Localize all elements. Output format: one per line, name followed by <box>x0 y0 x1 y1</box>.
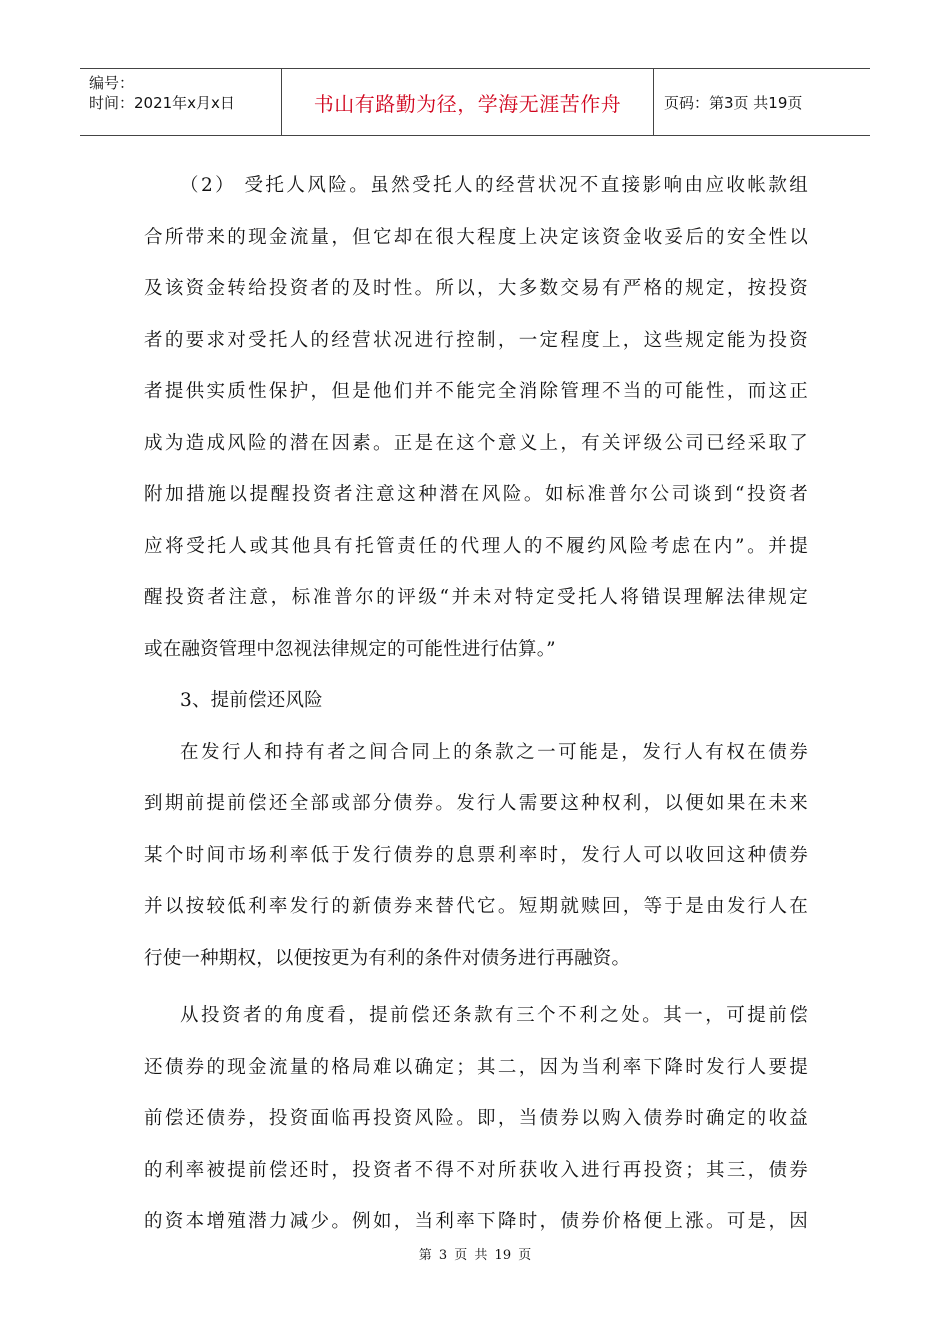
paragraph-line: 行使一种期权，以便按更为有利的条件对债务进行再融资。 <box>144 947 631 969</box>
paragraph-line: 醒投资者注意，标准普尔的评级“并未对特定受托人将错误理解法律规定 <box>144 587 808 608</box>
paragraph-line: 成为造成风险的潜在因素。正是在这个意义上，有关评级公司已经采取了 <box>144 432 808 454</box>
page-footer: 第 3 页 共 19 页 <box>418 1248 532 1263</box>
paragraph <box>144 727 808 985</box>
paragraph-line: 从投资者的角度看，提前偿还条款有三个不利之处。其一，可提前偿 <box>180 1005 808 1026</box>
paragraph-line: 应将受托人或其他具有托管责任的代理人的不履约风险考虑在内”。并提 <box>144 535 808 557</box>
header-motto: 书山有路勤为径，学海无涯苦作舟 <box>282 69 654 135</box>
document-body <box>144 160 808 1248</box>
paragraph <box>144 160 808 675</box>
paragraph-line: 还债券的现金流量的格局难以确定；其二，因为当利率下降时发行人要提 <box>144 1056 808 1078</box>
paragraph-line: 或在融资管理中忽视法律规定的可能性进行估算。” <box>144 638 556 660</box>
paragraph-line: 到期前提前偿还全部或部分债券。发行人需要这种权利，以便如果在未来 <box>144 793 808 814</box>
page-header <box>80 68 870 136</box>
header-meta <box>80 69 282 135</box>
paragraph-line: 某个时间市场利率低于发行债券的息票利率时，发行人可以收回这种债券 <box>144 844 808 866</box>
document-date: 时间：2021年x月x日 <box>89 94 235 112</box>
paragraph-line: 前偿还债券，投资面临再投资风险。即，当债券以购入债券时确定的收益 <box>144 1108 808 1129</box>
paragraph-line: 并以按较低利率发行的新债券来替代它。短期就赎回，等于是由发行人在 <box>144 896 808 917</box>
paragraph <box>144 675 808 727</box>
paragraph <box>144 984 808 1248</box>
paragraph-line: 的利率被提前偿还时，投资者不得不对所获收入进行再投资；其三，债券 <box>144 1159 808 1181</box>
paragraph-line: 附加措施以提醒投资者注意这种潜在风险。如标准普尔公司谈到“投资者 <box>144 484 808 505</box>
paragraph-line: （2） 受托人风险。虽然受托人的经营状况不直接影响由应收帐款组 <box>180 175 808 196</box>
header-page-info: 页码：第3页 共19页 <box>664 93 803 112</box>
paragraph-line: 者提供实质性保护，但是他们并不能完全消除管理不当的可能性，而这正 <box>144 381 808 402</box>
paragraph-line: 合所带来的现金流量，但它却在很大程度上决定该资金收妥后的安全性以 <box>144 226 808 248</box>
paragraph-line: 及该资金转给投资者的及时性。所以，大多数交易有严格的规定，按投资 <box>144 278 808 299</box>
paragraph-line: 的资本增殖潜力减少。例如，当利率下降时，债券价格便上涨。可是，因 <box>144 1211 808 1232</box>
paragraph-line: 3、提前偿还风险 <box>180 690 323 711</box>
paragraph-line: 者的要求对受托人的经营状况进行控制，一定程度上，这些规定能为投资 <box>144 329 808 351</box>
paragraph-line: 在发行人和持有者之间合同上的条款之一可能是，发行人有权在债券 <box>180 741 808 763</box>
document-number-label: 编号： <box>89 74 135 92</box>
